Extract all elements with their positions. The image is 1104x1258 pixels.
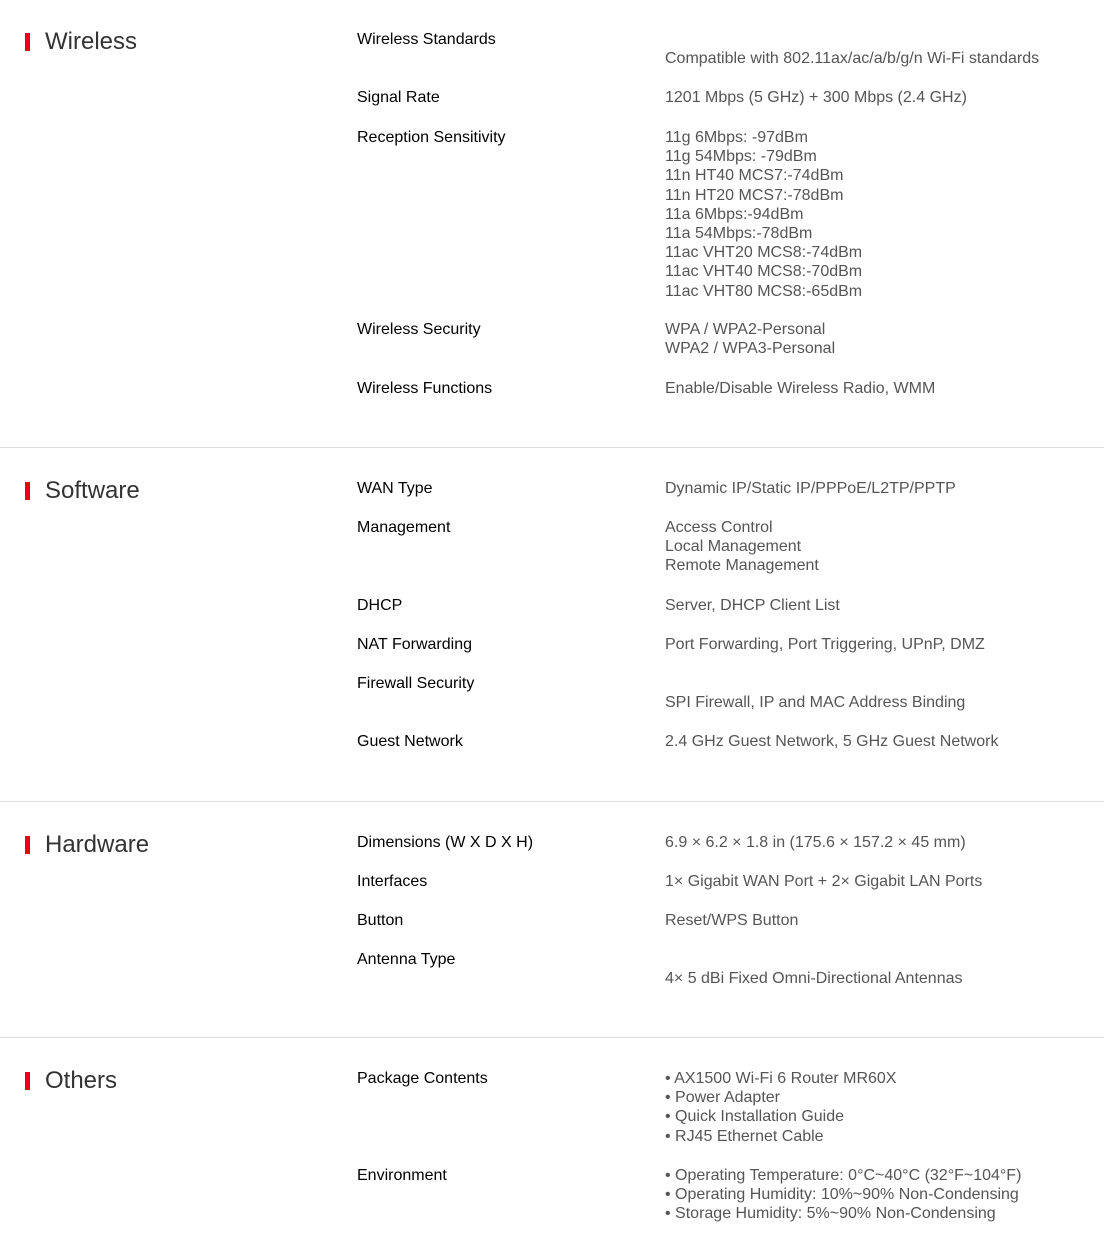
spec-value-line: 1× Gigabit WAN Port + 2× Gigabit LAN Ports xyxy=(665,873,983,890)
spec-value xyxy=(665,1166,1021,1224)
spec-value-line: Enable/Disable Wireless Radio, WMM xyxy=(665,380,936,397)
spec-label: Wireless Security xyxy=(357,321,481,338)
spec-value xyxy=(665,833,966,852)
spec-value-line: 11g 54Mbps: -79dBm xyxy=(665,148,817,166)
spec-label: Guest Network xyxy=(357,733,463,750)
spec-value-line: 11a 6Mbps:-94dBm xyxy=(665,205,804,223)
spec-value xyxy=(665,596,840,615)
section-title: Hardware xyxy=(25,831,149,859)
spec-value-line: 11ac VHT20 MCS8:-74dBm xyxy=(665,244,863,262)
spec-value-line: • Storage Humidity: 5%~90% Non-Condensing xyxy=(665,1205,996,1223)
spec-value-line: 6.9 × 6.2 × 1.8 in (175.6 × 157.2 × 45 mm) xyxy=(665,834,966,851)
spec-value-line: 11n HT20 MCS7:-78dBm xyxy=(665,186,844,204)
spec-value-line: 11n HT40 MCS7:-74dBm xyxy=(665,167,844,185)
spec-value xyxy=(665,693,965,712)
spec-value xyxy=(665,1069,896,1146)
spec-value xyxy=(665,379,935,398)
spec-value-line: Compatible with 802.11ax/ac/a/b/g/n Wi-Fi standards xyxy=(665,50,1040,67)
spec-value-line: 11ac VHT40 MCS8:-70dBm xyxy=(665,263,863,281)
spec-value xyxy=(665,969,962,988)
spec-label: Dimensions (W X D X H) xyxy=(357,834,534,851)
spec-value xyxy=(665,872,982,891)
spec-value-line: Access Control xyxy=(665,519,773,536)
spec-value-line: SPI Firewall, IP and MAC Address Binding xyxy=(665,694,966,711)
spec-value xyxy=(665,732,998,751)
spec-label: Signal Rate xyxy=(357,89,440,106)
spec-label: Button xyxy=(357,912,404,929)
spec-value-line: 11ac VHT80 MCS8:-65dBm xyxy=(665,282,863,300)
spec-value-line: 4× 5 dBi Fixed Omni-Directional Antennas xyxy=(665,970,963,987)
spec-value-line: 11g 6Mbps: -97dBm xyxy=(665,129,808,146)
spec-value-line: Port Forwarding, Port Triggering, UPnP, DMZ xyxy=(665,636,985,653)
spec-value-line: • Operating Temperature: 0°C~40°C (32°F~104°F) xyxy=(665,1167,1022,1184)
spec-value-line: 1201 Mbps (5 GHz) + 300 Mbps (2.4 GHz) xyxy=(665,89,967,106)
spec-value-line: • Operating Humidity: 10%~90% Non-Condensing xyxy=(665,1186,1019,1204)
spec-value-line: • AX1500 Wi-Fi 6 Router MR60X xyxy=(665,1070,897,1087)
spec-label: Wireless Functions xyxy=(357,380,493,397)
spec-value xyxy=(665,479,956,498)
spec-value-line: Server, DHCP Client List xyxy=(665,597,840,614)
spec-label: Firewall Security xyxy=(357,675,475,692)
spec-value-line: • RJ45 Ethernet Cable xyxy=(665,1127,824,1145)
spec-label: NAT Forwarding xyxy=(357,636,472,653)
spec-value-line: 2.4 GHz Guest Network, 5 GHz Guest Network xyxy=(665,733,999,750)
section-hardware xyxy=(0,802,1104,1038)
spec-label: Interfaces xyxy=(357,873,428,890)
spec-value xyxy=(665,320,835,358)
section-title: Software xyxy=(25,477,140,505)
spec-value-line: Remote Management xyxy=(665,557,819,575)
spec-value-line: Dynamic IP/Static IP/PPPoE/L2TP/PPTP xyxy=(665,480,956,497)
section-wireless xyxy=(0,0,1104,448)
spec-value-line: • Power Adapter xyxy=(665,1089,780,1107)
spec-label: Reception Sensitivity xyxy=(357,129,506,146)
spec-value-line: 11a 54Mbps:-78dBm xyxy=(665,225,813,243)
spec-value xyxy=(665,128,862,301)
spec-value xyxy=(665,911,798,930)
spec-label: WAN Type xyxy=(357,480,433,497)
spec-label: Antenna Type xyxy=(357,951,456,968)
section-title: Others xyxy=(25,1067,117,1095)
spec-value xyxy=(665,518,819,576)
spec-value xyxy=(665,88,967,107)
spec-label: Environment xyxy=(357,1167,447,1184)
section-title: Wireless xyxy=(25,28,137,56)
spec-label: Wireless Standards xyxy=(357,31,496,48)
spec-label: Package Contents xyxy=(357,1070,488,1087)
spec-value-line: WPA / WPA2-Personal xyxy=(665,321,826,338)
spec-value xyxy=(665,635,985,654)
spec-value xyxy=(665,49,1039,68)
spec-label: DHCP xyxy=(357,597,403,614)
spec-label: Management xyxy=(357,519,451,536)
spec-value-line: Reset/WPS Button xyxy=(665,912,799,929)
spec-value-line: WPA2 / WPA3-Personal xyxy=(665,340,836,358)
spec-value-line: • Quick Installation Guide xyxy=(665,1108,845,1126)
section-software xyxy=(0,448,1104,802)
section-others xyxy=(0,1038,1104,1258)
spec-value-line: Local Management xyxy=(665,538,802,556)
